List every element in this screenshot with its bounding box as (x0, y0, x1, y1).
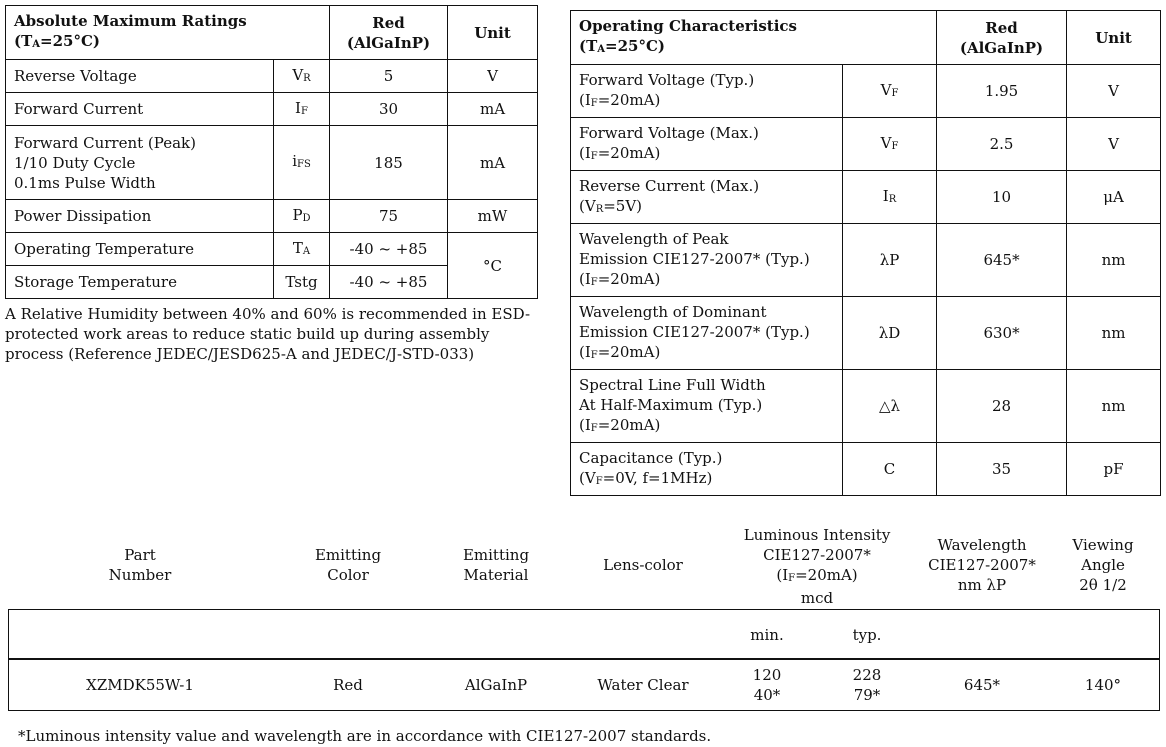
amr-red-header (330, 6, 448, 60)
header-line: Emitting (462, 546, 530, 564)
param-cell (571, 171, 843, 224)
value-cell: 30 (330, 93, 448, 126)
footnote: *Luminous intensity value and wavelength are in accordance with CIE127-2007 standards. (18, 727, 712, 745)
humidity-note: A Relative Humidity between 40% and 60% is recommended in ESD-protected work areas to reduce static build up during assembly process (Reference JEDEC/JESD625-A and JEDEC/J-STD-033) (5, 305, 531, 363)
unit-cell: nm (1067, 297, 1161, 370)
param-cell (6, 126, 274, 200)
symbol-cell: λD (843, 297, 937, 370)
param-cell (571, 443, 843, 496)
param-cell (571, 224, 843, 297)
param-condition: ($V_F=0V$, f=1MHz) (579, 468, 713, 487)
emitting-color-header (278, 545, 418, 585)
amr-title: Absolute Maximum Ratings (14, 12, 247, 30)
unit-cell: μA (1067, 171, 1161, 224)
table-row (571, 297, 1161, 370)
param-cell: Storage Temperature (6, 266, 274, 299)
unit-cell: V (448, 60, 538, 93)
param-line: Emission CIE127-2007* (Typ.) (579, 322, 810, 341)
header-line: Number (108, 566, 172, 584)
min-subheader: min. (750, 626, 784, 644)
param-line: Emission CIE127-2007* (Typ.) (579, 249, 810, 268)
param-cell (571, 118, 843, 171)
param-condition: $(I_F=20mA)$ (579, 143, 661, 162)
unit-cell: V (1067, 65, 1161, 118)
emitting-material-header (426, 545, 566, 585)
value-cell: 2.5 (937, 118, 1067, 171)
symbol-cell: $V_F$ (843, 65, 937, 118)
operating-characteristics-table (570, 10, 1161, 496)
absolute-max-ratings-table (5, 5, 538, 299)
amr-material-label: (AlGaInP) (346, 33, 431, 52)
unit-cell: nm (1067, 224, 1161, 297)
header-line: nm λP (957, 576, 1007, 594)
table-row (571, 171, 1161, 224)
value-cell: 185 (330, 126, 448, 200)
typ-intensity-cell (827, 665, 907, 705)
symbol-cell: Tstg (274, 266, 330, 299)
param-line: Reverse Current (Max.) (579, 176, 760, 195)
param-condition: $(I_F=20mA)$ (579, 269, 661, 288)
symbol-cell: $i_{FS}$ (274, 126, 330, 200)
table-row (6, 233, 538, 266)
unit-cell: mA (448, 126, 538, 200)
min-intensity-cell (727, 665, 807, 705)
param-line: At Half-Maximum (Typ.) (579, 395, 763, 414)
symbol-cell: $V_R$ (274, 60, 330, 93)
luminous-intensity-header (722, 525, 912, 608)
min-value-cie: 40* (753, 686, 781, 704)
table-row (571, 443, 1161, 496)
param-cell: Reverse Voltage (6, 60, 274, 93)
header-line: $(I_F=20mA)$ (776, 566, 858, 584)
table-row (571, 370, 1161, 443)
emitting-material-cell: AlGaInP (464, 676, 528, 694)
value-cell: 645* (937, 224, 1067, 297)
typ-value-cie: 79* (853, 686, 881, 704)
lens-color-header (573, 555, 713, 575)
header-line: mcd (800, 589, 834, 607)
param-line: 1/10 Duty Cycle (14, 153, 136, 172)
param-cell (571, 370, 843, 443)
part-number-header (60, 545, 220, 585)
param-line: Wavelength of Dominant (579, 302, 767, 321)
viewing-angle-header (1050, 535, 1156, 595)
param-line: Spectral Line Full Width (579, 375, 766, 394)
param-condition: $(V_R=5V)$ (579, 196, 643, 215)
param-line: Forward Voltage (Max.) (579, 123, 759, 142)
oc-title-cell (571, 11, 937, 65)
wavelength-header (912, 535, 1052, 595)
unit-cell: mW (448, 200, 538, 233)
table-row (6, 200, 538, 233)
typ-subheader: typ. (852, 626, 882, 644)
header-line: Luminous Intensity (743, 526, 891, 544)
symbol-cell: $P_D$ (274, 200, 330, 233)
table-row (6, 126, 538, 200)
param-cell: Power Dissipation (6, 200, 274, 233)
header-line: Wavelength (937, 536, 1027, 554)
param-line: Forward Voltage (Typ.) (579, 70, 755, 89)
param-condition: $(I_F=20mA)$ (579, 415, 661, 434)
unit-cell: V (1067, 118, 1161, 171)
emitting-color-cell: Red (333, 676, 363, 694)
param-line: Forward Current (Peak) (14, 133, 196, 152)
value-cell: -40 ~ +85 (330, 233, 448, 266)
table-row (6, 60, 538, 93)
param-cell: Forward Current (6, 93, 274, 126)
oc-condition: $(T_A=25^\circ C)$ (579, 37, 666, 55)
amr-condition: $(T_A=25^\circ C)$ (14, 32, 101, 50)
table-row (571, 65, 1161, 118)
param-cell: Operating Temperature (6, 233, 274, 266)
param-line: Wavelength of Peak (579, 229, 729, 248)
wavelength-cell: 645* (963, 676, 1001, 694)
min-value: 120 (752, 666, 782, 684)
symbol-cell: C (843, 443, 937, 496)
header-line: Angle (1081, 556, 1125, 574)
viewing-angle-cell: 140° (1084, 676, 1122, 694)
value-cell: 35 (937, 443, 1067, 496)
param-condition: $(I_F=20mA)$ (579, 342, 661, 361)
lens-color-cell: Water Clear (597, 676, 689, 694)
part-number-cell: XZMDK55W-1 (86, 676, 194, 694)
header-line: 2θ 1/2 (1079, 576, 1127, 594)
param-line: Capacitance (Typ.) (579, 448, 723, 467)
header-line: CIE127-2007* (763, 546, 871, 564)
header-line: Lens-color (603, 556, 683, 574)
value-cell: 10 (937, 171, 1067, 224)
symbol-cell: $V_F$ (843, 118, 937, 171)
value-cell: 28 (937, 370, 1067, 443)
value-cell: -40 ~ +85 (330, 266, 448, 299)
oc-red-header (937, 11, 1067, 65)
typ-value: 228 (852, 666, 882, 684)
table-row (571, 118, 1161, 171)
symbol-cell: $I_R$ (843, 171, 937, 224)
value-cell: 75 (330, 200, 448, 233)
symbol-cell: $T_A$ (274, 233, 330, 266)
oc-unit-header: Unit (1067, 11, 1161, 65)
value-cell: 630* (937, 297, 1067, 370)
header-line: Viewing (1072, 536, 1134, 554)
oc-title: Operating Characteristics (579, 17, 798, 35)
amr-title-cell (6, 6, 330, 60)
amr-unit-header: Unit (448, 6, 538, 60)
table-row (571, 224, 1161, 297)
oc-material-label: (AlGaInP) (959, 38, 1044, 57)
param-line: 0.1ms Pulse Width (14, 173, 156, 192)
unit-cell: nm (1067, 370, 1161, 443)
value-cell: 1.95 (937, 65, 1067, 118)
symbol-cell: $I_F$ (274, 93, 330, 126)
part-table-subheader-box (8, 609, 1160, 660)
header-line: Material (463, 566, 529, 584)
unit-cell: mA (448, 93, 538, 126)
symbol-cell: △λ (843, 370, 937, 443)
header-line: Part (124, 546, 156, 564)
value-cell: 5 (330, 60, 448, 93)
oc-header-row (571, 11, 1161, 65)
header-line: Emitting (314, 546, 382, 564)
param-cell (571, 65, 843, 118)
amr-red-label: Red (372, 13, 405, 32)
unit-cell: °C (448, 233, 538, 299)
table-row (6, 93, 538, 126)
param-condition: $(I_F=20mA)$ (579, 90, 661, 109)
header-line: CIE127-2007* (928, 556, 1036, 574)
unit-cell: pF (1067, 443, 1161, 496)
header-line: Color (327, 566, 369, 584)
param-cell (571, 297, 843, 370)
symbol-cell: λP (843, 224, 937, 297)
oc-red-label: Red (985, 18, 1018, 37)
amr-header-row (6, 6, 538, 60)
